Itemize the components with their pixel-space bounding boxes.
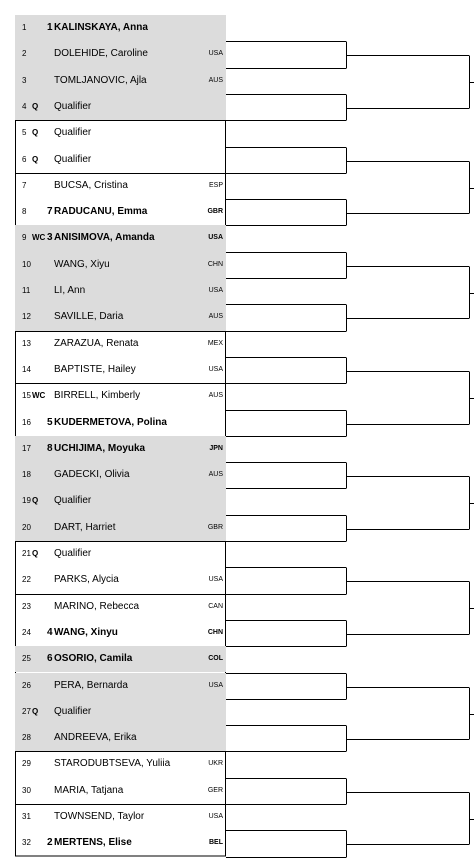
seed-number: 3	[47, 232, 53, 244]
player-name: UCHIJIMA, Moyuka	[54, 442, 146, 454]
player-row	[15, 830, 226, 856]
player-number: 26	[22, 680, 31, 690]
player-country: USA	[208, 365, 223, 373]
player-name: Qualifier	[54, 153, 92, 165]
player-row	[15, 383, 226, 409]
player-number: 5	[22, 128, 27, 138]
player-country: USA	[208, 234, 223, 242]
player-name: WANG, Xiyu	[54, 258, 110, 270]
seed-number: 1	[47, 22, 53, 33]
player-row	[15, 15, 226, 41]
player-name: Qualifier	[54, 548, 92, 559]
player-country: UKR	[208, 760, 223, 768]
player-country: MEX	[207, 339, 223, 347]
player-row	[15, 278, 226, 304]
player-number: 23	[22, 601, 31, 611]
player-row	[15, 567, 226, 593]
player-number: 17	[22, 443, 31, 453]
seed-number: 2	[47, 837, 53, 849]
player-country: AUS	[208, 313, 223, 321]
player-number: 3	[22, 75, 27, 85]
player-row	[15, 331, 226, 357]
player-name: Qualifier	[54, 495, 92, 507]
player-country: BEL	[209, 839, 223, 847]
player-row	[15, 462, 226, 488]
player-name: STARODUBTSEVA, Yuliia	[54, 758, 171, 770]
seed-number: 6	[47, 653, 53, 665]
player-row	[15, 725, 226, 751]
player-name: BAPTISTE, Hailey	[54, 363, 136, 375]
player-country: ESP	[208, 181, 223, 189]
player-number: 19	[22, 496, 31, 506]
player-country: AUS	[208, 392, 223, 400]
player-number: 24	[22, 627, 31, 637]
player-country: CAN	[208, 602, 223, 610]
seed-number: 7	[47, 206, 53, 218]
player-country: GER	[207, 786, 223, 794]
player-row	[15, 147, 226, 173]
player-number: 25	[22, 654, 31, 664]
player-number: 27	[22, 706, 31, 716]
player-number: 9	[22, 233, 27, 243]
player-name: OSORIO, Camila	[54, 653, 133, 665]
player-row	[15, 436, 226, 462]
player-number: 1	[22, 23, 27, 32]
player-country: CHN	[207, 628, 223, 636]
player-name: GADECKI, Olivia	[54, 469, 130, 481]
player-row	[15, 252, 226, 278]
player-name: TOMLJANOVIC, Ajla	[54, 74, 147, 86]
player-name: ANISIMOVA, Amanda	[54, 232, 155, 244]
player-name: ANDREEVA, Erika	[54, 732, 137, 744]
player-country: CHN	[207, 260, 223, 268]
player-name: DOLEHIDE, Caroline	[54, 48, 148, 60]
player-country: USA	[208, 287, 223, 294]
player-row	[15, 120, 226, 146]
player-name: DART, Harriet	[54, 521, 116, 533]
player-row	[15, 751, 226, 777]
player-name: MARIA, Tatjana	[54, 784, 124, 796]
entry-status: Q	[32, 128, 39, 138]
player-country: AUS	[208, 471, 223, 479]
seed-number: 4	[47, 626, 53, 638]
player-name: Qualifier	[54, 100, 92, 112]
player-name: MERTENS, Elise	[54, 837, 132, 849]
player-country: COL	[208, 655, 223, 663]
player-number: 21	[22, 549, 31, 558]
player-row	[15, 673, 226, 699]
player-number: 29	[22, 759, 31, 769]
player-name: BIRRELL, Kimberly	[54, 390, 141, 402]
player-row	[15, 94, 226, 120]
player-number: 15	[22, 391, 31, 401]
player-row	[15, 594, 226, 620]
player-country: AUS	[208, 76, 223, 84]
entry-status: Q	[32, 101, 39, 111]
player-country: JPN	[209, 444, 223, 452]
player-number: 20	[22, 522, 31, 532]
player-number: 11	[22, 286, 31, 295]
player-country: USA	[208, 50, 223, 58]
player-name: PARKS, Alycia	[54, 574, 119, 586]
player-number: 10	[22, 259, 31, 269]
player-row	[15, 173, 226, 199]
player-row	[15, 515, 226, 541]
player-row	[15, 646, 226, 672]
player-name: PERA, Bernarda	[54, 679, 128, 691]
player-row	[15, 199, 226, 225]
entry-status: Q	[32, 496, 39, 506]
player-name: SAVILLE, Daria	[54, 311, 124, 323]
player-number: 31	[22, 812, 31, 821]
player-row	[15, 41, 226, 67]
entry-status: Q	[32, 706, 39, 716]
player-name: KALINSKAYA, Anna	[54, 22, 148, 33]
player-country: GBR	[207, 523, 223, 531]
player-number: 32	[22, 838, 31, 848]
player-number: 30	[22, 785, 31, 795]
player-number: 16	[22, 417, 31, 427]
player-name: Qualifier	[54, 705, 92, 717]
player-name: ZARAZUA, Renata	[54, 337, 139, 349]
entry-status: Q	[32, 154, 39, 164]
player-name: LI, Ann	[54, 285, 86, 296]
player-name: KUDERMETOVA, Polina	[54, 416, 167, 428]
player-number: 28	[22, 733, 31, 743]
player-row	[15, 68, 226, 94]
player-number: 7	[22, 180, 27, 190]
player-row	[15, 488, 226, 514]
seed-number: 8	[47, 442, 53, 454]
entry-status: WC	[32, 391, 46, 401]
player-name: RADUCANU, Emma	[54, 206, 148, 218]
player-row	[15, 778, 226, 804]
player-row	[15, 225, 226, 251]
player-number: 6	[22, 154, 27, 164]
entry-status: Q	[32, 549, 39, 558]
player-number: 2	[22, 49, 27, 59]
player-row	[15, 357, 226, 383]
player-row	[15, 410, 226, 436]
player-name: MARINO, Rebecca	[54, 600, 140, 612]
player-number: 18	[22, 470, 31, 480]
player-number: 13	[22, 338, 31, 348]
player-number: 22	[22, 575, 31, 585]
player-country: USA	[208, 681, 223, 689]
player-number: 14	[22, 364, 31, 374]
entry-status: WC	[32, 233, 46, 243]
player-name: Qualifier	[54, 127, 92, 139]
player-number: 12	[22, 312, 31, 322]
player-row	[15, 541, 226, 567]
player-row	[15, 304, 226, 330]
player-row	[15, 699, 226, 725]
seed-number: 5	[47, 416, 53, 428]
player-name: WANG, Xinyu	[54, 626, 118, 638]
player-country: GBR	[207, 208, 223, 216]
player-country: USA	[208, 813, 223, 820]
player-number: 4	[22, 101, 27, 111]
player-name: TOWNSEND, Taylor	[54, 811, 145, 822]
player-row	[15, 620, 226, 646]
player-country: USA	[208, 576, 223, 584]
player-row	[15, 804, 226, 830]
player-number: 8	[22, 207, 27, 217]
player-name: BUCSA, Cristina	[54, 179, 128, 191]
